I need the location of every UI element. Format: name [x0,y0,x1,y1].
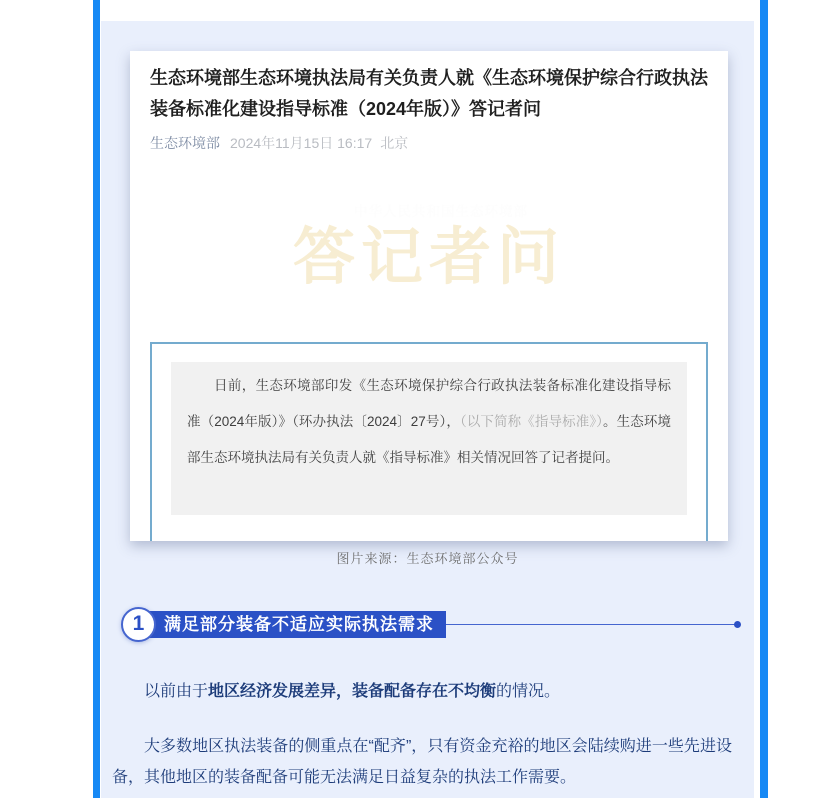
image-source-caption: 图片来源：生态环境部公众号 [336,551,519,566]
article-meta [150,133,708,153]
quote-main: 日前，生态环境部印发《生态环境保护综合行政执法装备标准化建设指导标准（2024年版）》（环办执法〔2024〕27号）， [187,378,671,429]
banner-org-text: 中华人民共和国生态环境部 [354,204,528,219]
section-heading [121,605,741,643]
quote-inner-box [171,362,687,515]
publish-location: 北京 [380,135,409,151]
body-paragraph-2: 大多数地区执法装备的侧重点在“配齐”，只有资金充裕的地区会陆续购进一些先进设备，其他地区的装备配备可能无法满足日益复杂的执法工作需要。 [112,738,732,786]
publish-date: 2024年11月15日 16:17 [230,135,373,151]
p1-tail-text: 的情况。 [496,683,561,700]
right-accent-line [760,0,768,798]
article-card [130,51,728,541]
article-title: 生态环境部生态环境执法局有关负责人就《生态环境保护综合行政执法装备标准化建设指导标准（2024年版）》答记者问 [150,68,708,119]
p1-text: 以前由于 [144,683,209,700]
left-accent-line [93,0,100,798]
mee-emblem-icon [330,202,347,219]
quote-text [187,368,671,476]
quote-muted: （以下简称《指导标准》） [459,414,604,429]
section-heading-label: 满足部分装备不适应实际执法需求 [140,611,446,638]
section-number-badge: 1 [121,607,156,642]
line-end-dot-icon [734,621,741,628]
section-heading-rule [446,624,735,625]
body-paragraph-1 [112,676,732,707]
account-link[interactable]: 生态环境部 [150,135,220,151]
banner-org-row [330,200,528,220]
content-panel [101,21,754,798]
p1-bold-text: 地区经济发展差异，装备配备存在不均衡 [208,683,497,700]
banner-image[interactable] [150,173,708,326]
quote-tail: 。生态环境部生态环境执法局有关负责人就《指导标准》相关情况回答了记者提问。 [187,414,671,465]
quote-box [150,342,708,541]
banner-headline: 答记者问 [292,223,565,292]
